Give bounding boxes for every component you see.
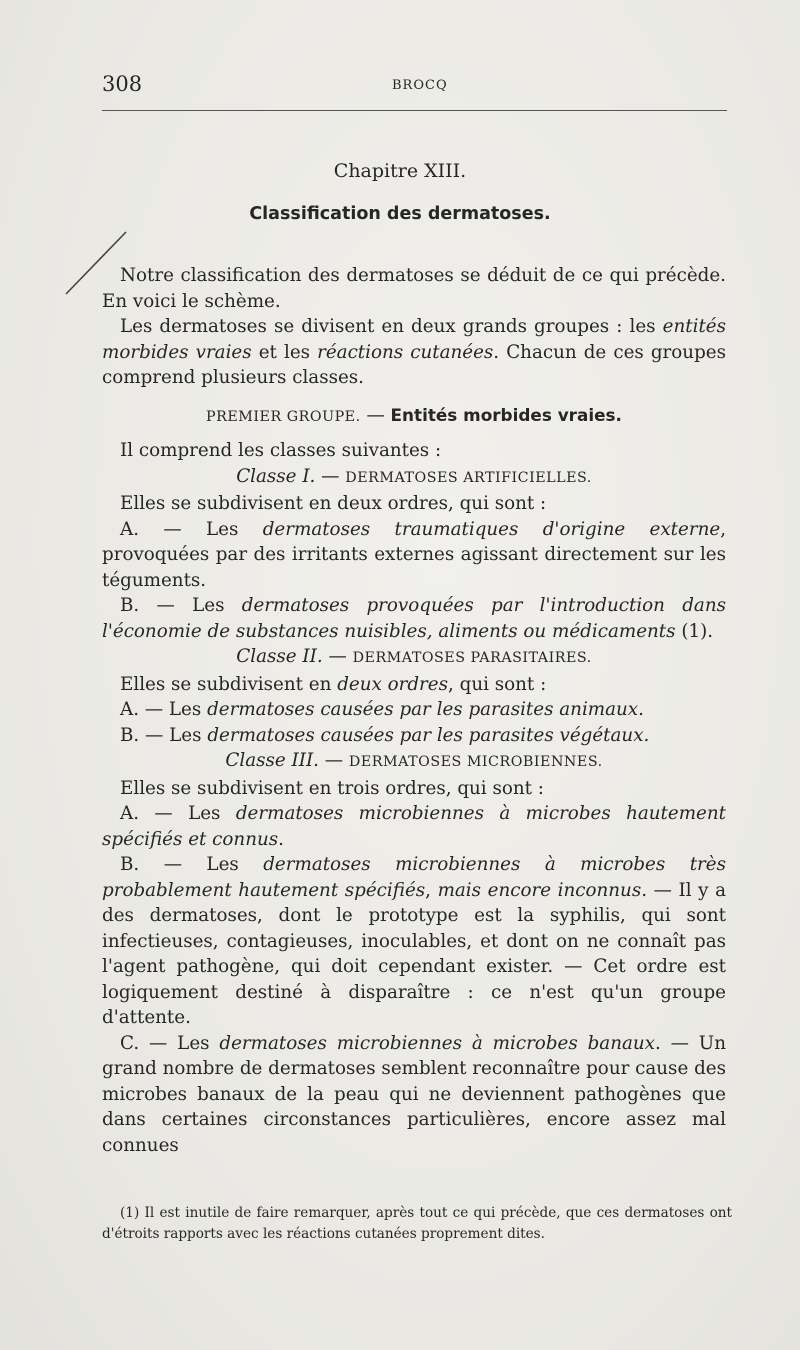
footnote-text: (1) Il est inutile de faire remarquer, après tout ce qui précède, que ces dermatoses ont d'étroits rapports avec les réactions cutanées proprement dites.: [102, 1205, 732, 1242]
page-number: 308: [102, 72, 143, 96]
header-rule: [102, 110, 727, 111]
class-1-heading: Classe I. — DERMATOSES ARTIFICIELLES.: [236, 465, 592, 487]
class-1-order-a: A. — Les dermatoses traumatiques d'origine externe, provoquées par des irritants externes agissant directement sur les téguments.: [102, 518, 726, 591]
class-3-intro: Elles se subdivisent en trois ordres, qui sont :: [120, 777, 544, 799]
chapter-title: Classification des dermatoses.: [249, 204, 551, 224]
body-text: [102, 263, 726, 1158]
intro-paragraph-2: Les dermatoses se divisent en deux grands groupes : les entités morbides vraies et les réactions cutanées. Chacun de ces groupes comprend plusieurs classes.: [102, 316, 726, 388]
class-3-order-a: A. — Les dermatoses microbiennes à microbes hautement spécifiés et connus.: [102, 803, 727, 850]
chapter-heading: [0, 160, 800, 182]
class-1-intro: Elles se subdivisent en deux ordres, qui sont :: [120, 493, 547, 514]
chapter-heading-text: Chapitre XIII.: [333, 160, 467, 182]
class-2-order-a: A. — Les dermatoses causées par les parasites animaux.: [120, 699, 644, 720]
class-2-heading: Classe II. — DERMATOSES PARASITAIRES.: [236, 646, 592, 667]
class-3-heading: Classe III. — DERMATOSES MICROBIENNES.: [225, 750, 603, 771]
intro-paragraph-1: Notre classification des dermatoses se déduit de ce qui précède. En voici le schème.: [102, 265, 726, 312]
running-head: BROCQ: [392, 78, 448, 93]
class-2-order-b: B. — Les dermatoses causées par les parasites végétaux.: [120, 724, 650, 746]
footnote: [102, 1203, 732, 1245]
group-heading: PREMIER GROUPE. — Entités morbides vraies.: [206, 404, 622, 426]
class-3-order-b: B. — Les dermatoses microbiennes à microbes très probablement hautement spécifiés, mais encore inconnus. — Il y a des dermatoses, dont le prototype est la syphilis, qui sont infectieuses, contagieuses, inoculables, et dont on ne connaît pas l'agent pathogène, qui doit cependant exister. — Cet ordre est logiquement destiné à disparaître : ce n'est qu'un groupe d'attente.: [102, 854, 726, 1028]
class-3-order-c: C. — Les dermatoses microbiennes à microbes banaux. — Un grand nombre de dermatoses semblent reconnaître pour cause des microbes banaux de la peau qui ne deviennent pathogènes que dans certaines circonstances particulières, encore assez mal connues: [102, 1032, 726, 1156]
class-1-order-b: B. — Les dermatoses provoquées par l'introduction dans l'économie de substances nuisibles, aliments ou médicaments (1).: [102, 595, 726, 642]
group-intro: Il comprend les classes suivantes :: [120, 440, 442, 461]
page-header: [102, 70, 727, 100]
class-2-intro: Elles se subdivisent en deux ordres, qui sont :: [120, 673, 547, 695]
